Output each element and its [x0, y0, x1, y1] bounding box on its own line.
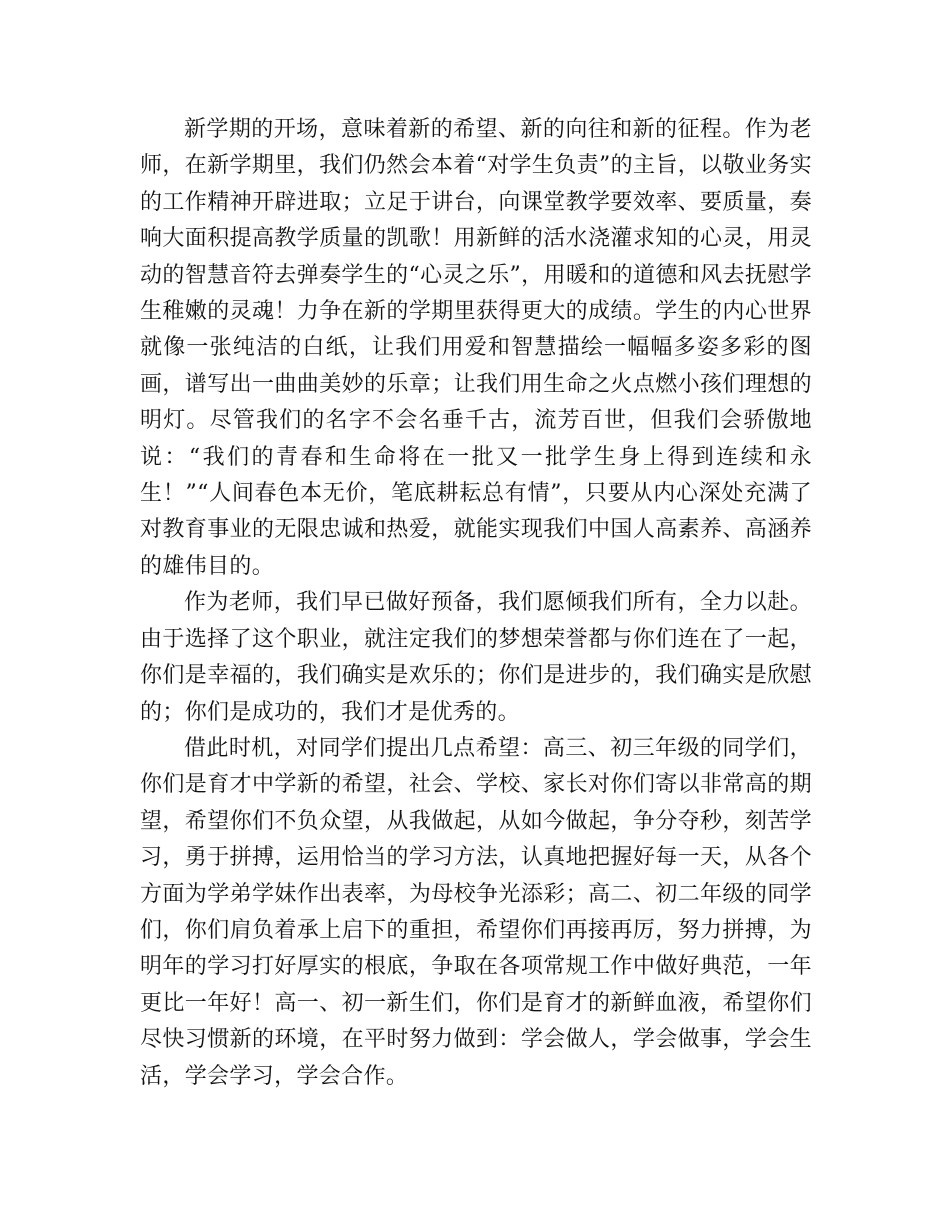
- paragraph-3: 借此时机，对同学们提出几点希望：高三、初三年级的同学们，你们是育才中学新的希望，社会、学校、家长对你们寄以非常高的期望，希望你们不负众望，从我做起，从如今做起，争分夺秒，刻苦学习，勇于拼搏，运用恰当的学习方法，认真地把握好每一天，从各个方面为学弟学妹作出表率，为母校争光添彩；高二、初二年级的同学们，你们肩负着承上启下的重担，希望你们再接再厉，努力拼搏，为明年的学习打好厚实的根底，争取在各项常规工作中做好典范，一年更比一年好！高一、初一新生们，你们是育才的新鲜血液，希望你们尽快习惯新的环境，在平时努力做到：学会做人，学会做事，学会生活，学会学习，学会合作。: [140, 735, 812, 1089]
- paragraph-2: 作为老师，我们早已做好预备，我们愿倾我们所有，全力以赴。由于选择了这个职业，就注定我们的梦想荣誉都与你们连在了一起，你们是幸福的，我们确实是欢乐的；你们是进步的，我们确实是欣慰的；你们是成功的，我们才是优秀的。: [140, 590, 812, 725]
- document-body: [140, 112, 812, 1095]
- paragraph-1: 新学期的开场，意味着新的希望、新的向往和新的征程。作为老师，在新学期里，我们仍然会本着“对学生负责”的主旨，以敬业务实的工作精神开辟进取；立足于讲台，向课堂教学要效率、要质量，奏响大面积提高教学质量的凯歌！用新鲜的活水浇灌求知的心灵，用灵动的智慧音符去弹奏学生的“心灵之乐”，用暖和的道德和风去抚慰学生稚嫩的灵魂！力争在新的学期里获得更大的成绩。学生的内心世界就像一张纯洁的白纸，让我们用爱和智慧描绘一幅幅多姿多彩的图画，谱写出一曲曲美妙的乐章；让我们用生命之火点燃小孩们理想的明灯。尽管我们的名字不会名垂千古，流芳百世，但我们会骄傲地说：“我们的青春和生命将在一批又一批学生身上得到连续和永生！”“人间春色本无价，笔底耕耘总有情”，只要从内心深处充满了对教育事业的无限忠诚和热爱，就能实现我们中国人高素养、高涵养的雄伟目的。: [140, 117, 812, 579]
